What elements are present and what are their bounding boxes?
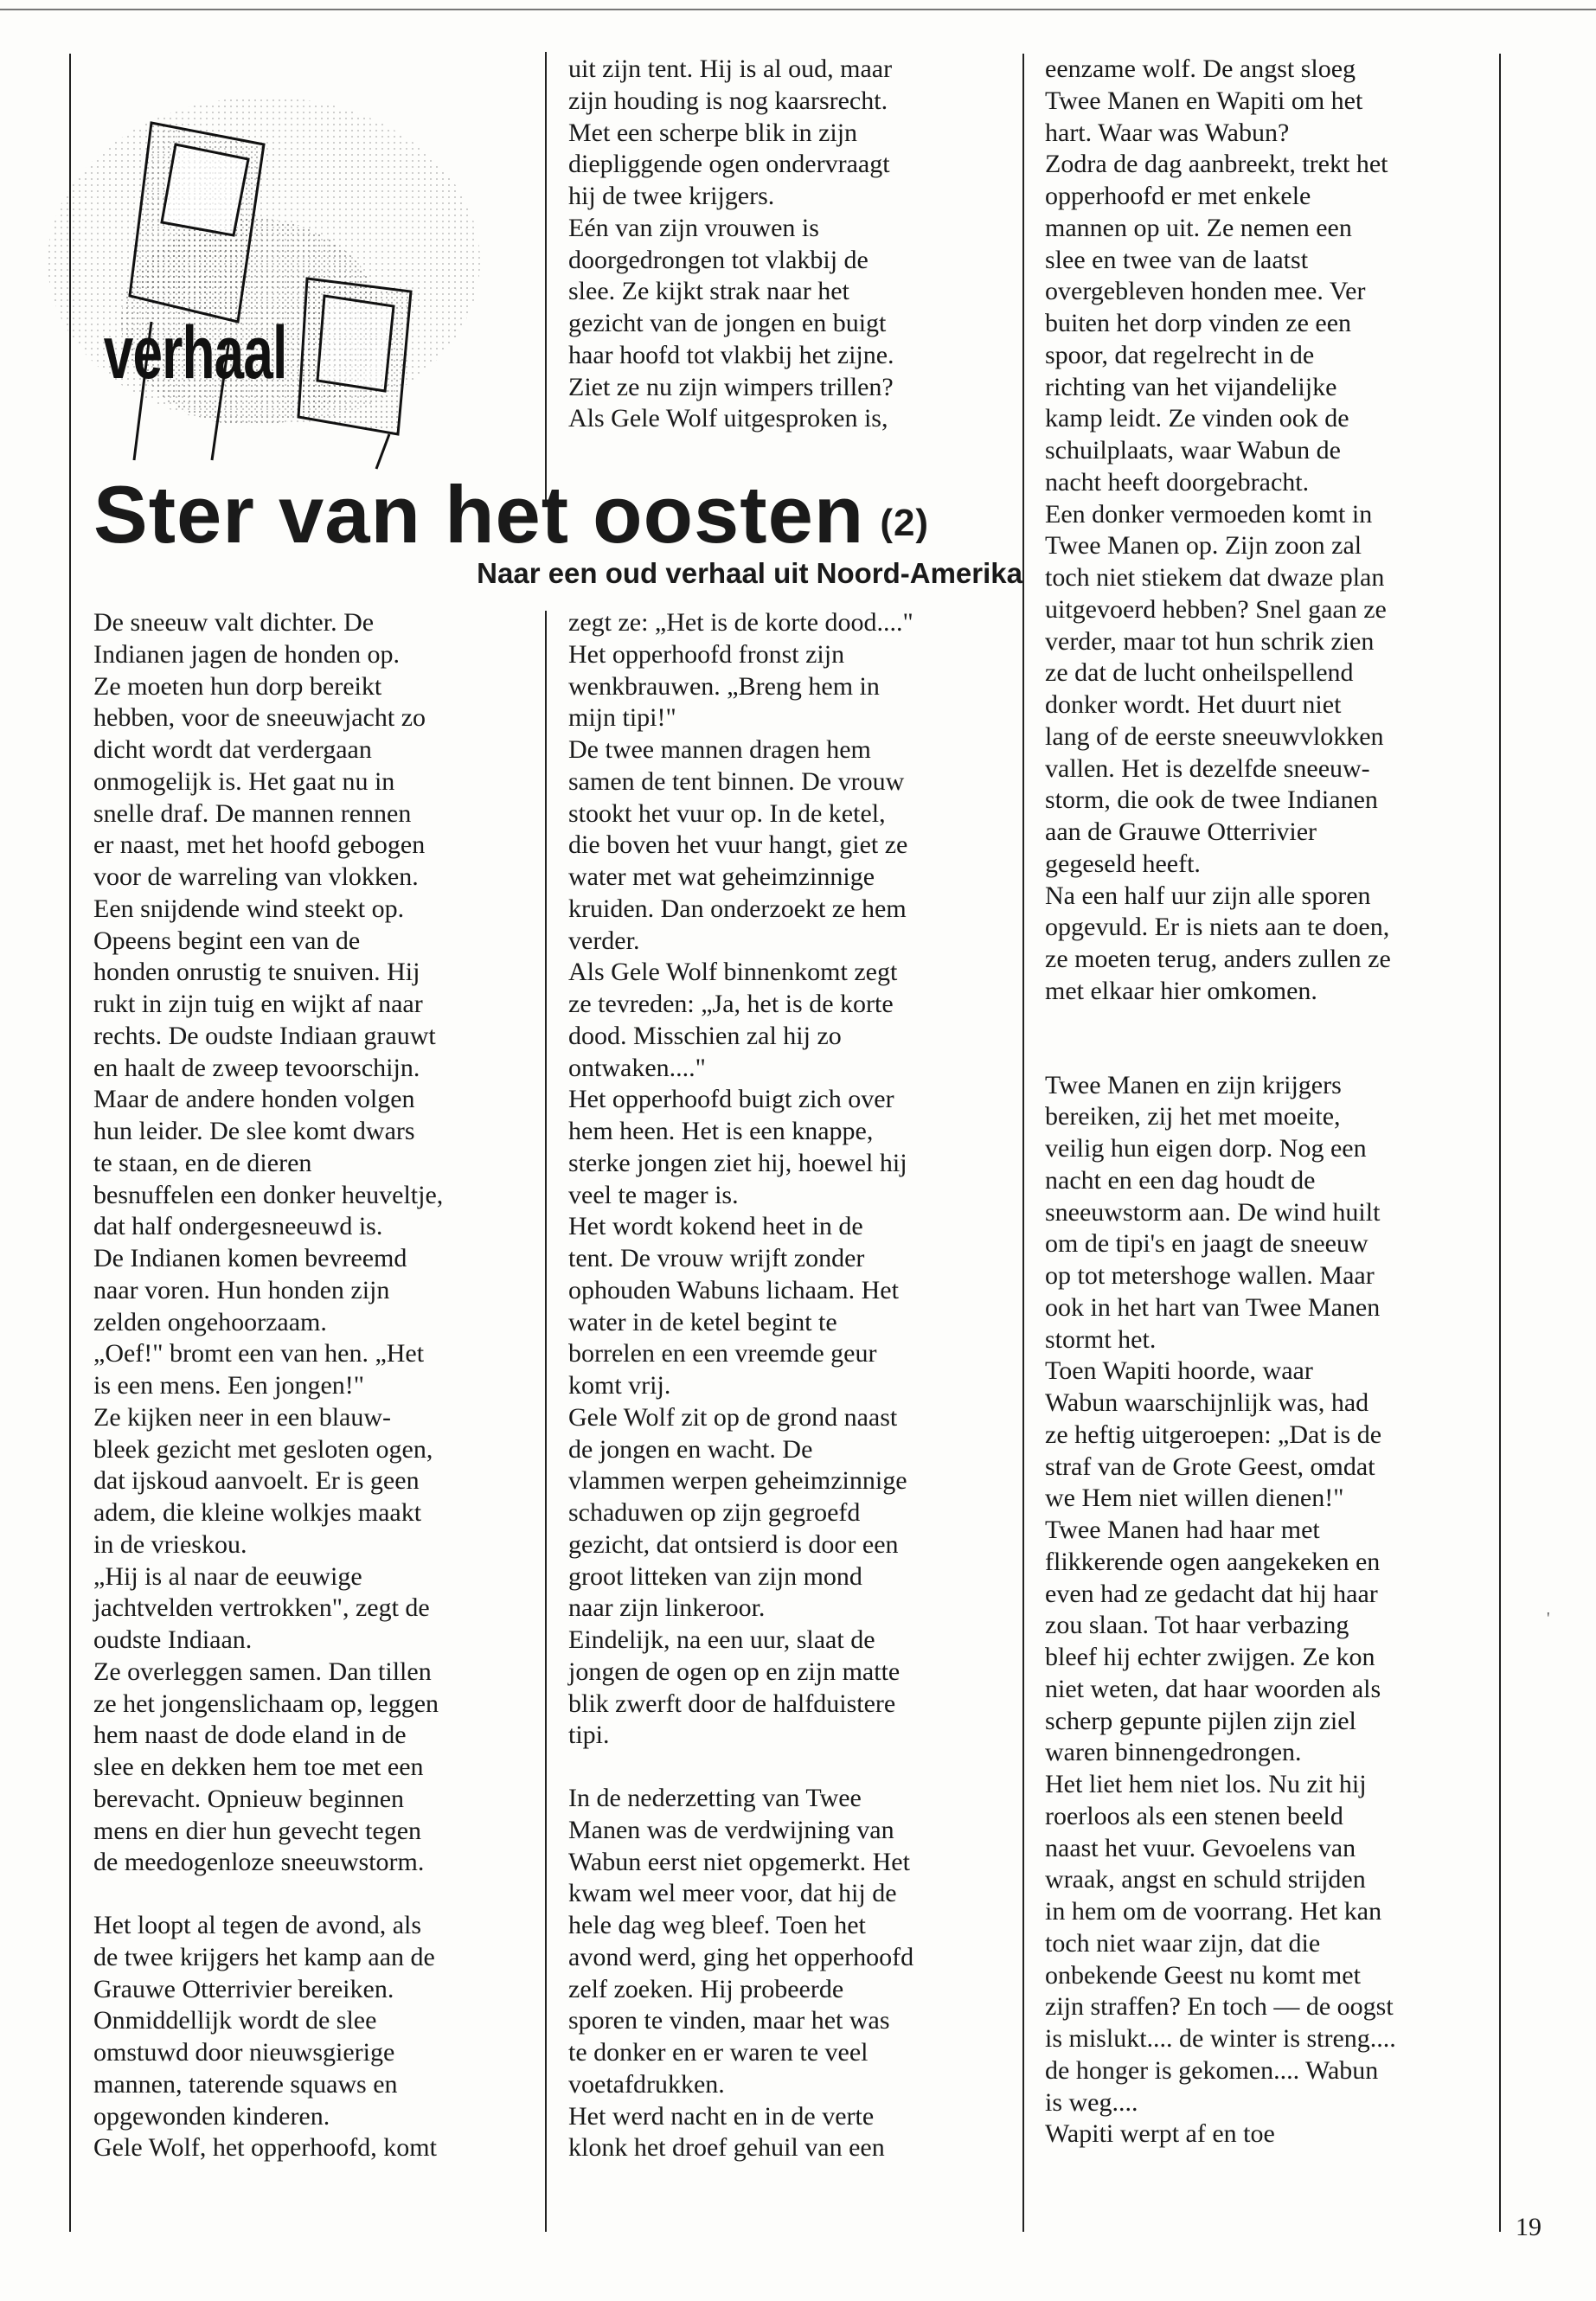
text-line: stormt het.	[1045, 1324, 1157, 1354]
text-line: Maar de andere honden volgen	[93, 1085, 415, 1114]
text-line: Ziet ze nu zijn wimpers trillen?	[568, 372, 894, 401]
text-line: rukt in zijn tuig en wijkt af naar	[93, 990, 423, 1018]
text-line: slee en dekken hem toe met een	[93, 1753, 424, 1781]
text-line: kruiden. Dan onderzoekt ze hem	[568, 894, 907, 923]
text-line: Gele Wolf, het opperhoofd, komt	[93, 2133, 437, 2163]
text-line: ze moeten terug, anders zullen ze	[1045, 945, 1391, 973]
page-number: 19	[1516, 2213, 1542, 2241]
text-line: roerloos als een stenen beeld	[1045, 1801, 1343, 1830]
text-line: sporen te vinden, maar het was	[568, 2006, 890, 2035]
text-line: vlammen werpen geheimzinnige	[568, 1466, 907, 1496]
text-line: spoor, dat regelrecht in de	[1045, 340, 1315, 369]
article-subtitle: Naar een oud verhaal uit Noord-Amerika	[477, 557, 1022, 589]
text-line: onmogelijk is. Het gaat nu in	[93, 766, 395, 796]
text-line: tipi.	[568, 1721, 610, 1750]
text-line: in de vrieskou.	[93, 1529, 247, 1559]
text-line: Het loopt al tegen de avond, als	[93, 1911, 422, 1939]
text-line: diepliggende ogen ondervraagt	[568, 150, 890, 179]
verhaal-logo-label: verhaal	[103, 310, 287, 394]
text-line: overgebleven honden mee. Ver	[1045, 277, 1366, 306]
text-line: Als Gele Wolf uitgesproken is,	[568, 404, 888, 433]
text-line: uit zijn tent. Hij is al oud, maar	[568, 54, 893, 83]
text-line: jachtvelden vertrokken", zegt de	[93, 1593, 430, 1623]
text-line: richting van het vijandelijke	[1045, 372, 1337, 401]
text-line: honden onrustig te snuiven. Hij	[93, 958, 420, 987]
text-line: in hem om de voorrang. Het kan	[1045, 1897, 1382, 1926]
text-line: schuilplaats, waar Wabun de	[1045, 436, 1341, 465]
text-line: opperhoofd er met enkele	[1045, 182, 1311, 210]
article-part: (2)	[880, 502, 930, 544]
text-line: die boven het vuur hangt, giet ze	[568, 830, 908, 860]
text-line: storm, die ook de twee Indianen	[1045, 785, 1378, 815]
text-line: Twee Manen had haar met	[1045, 1516, 1320, 1544]
text-line: borrelen en een vreemde geur	[568, 1339, 877, 1368]
text-line: dat half ondergesneeuwd is.	[93, 1212, 383, 1241]
paragraph-gap	[1045, 1008, 1503, 1039]
text-line: donker wordt. Het duurt niet	[1045, 690, 1342, 719]
text-line: vallen. Het is dezelfde sneeuw-	[1045, 753, 1370, 783]
text-line: de honger is gekomen.... Wabun	[1045, 2055, 1379, 2085]
text-line: zegt ze: „Het is de korte dood...."	[568, 608, 913, 637]
text-line: gezicht van de jongen en buigt	[568, 309, 887, 337]
text-line: te staan, en de dieren	[93, 1148, 312, 1177]
text-line: hele dag weg bleef. Toen het	[568, 1911, 866, 1939]
text-line: Twee Manen en zijn krijgers	[1045, 1070, 1342, 1099]
text-line: de meedogenloze sneeuwstorm.	[93, 1848, 425, 1877]
text-line: mijn tipi!"	[568, 703, 676, 733]
text-line: ontwaken...."	[568, 1053, 706, 1082]
top-rule	[0, 9, 1596, 10]
verhaal-logo	[48, 62, 532, 512]
text-line: hebben, voor de sneeuwjacht zo	[93, 703, 426, 733]
text-line: kamp leidt. Ze vinden ook de	[1045, 404, 1349, 433]
text-line: ook in het hart van Twee Manen	[1045, 1292, 1381, 1322]
text-line: Het wordt kokend heet in de	[568, 1212, 863, 1241]
paragraph-gap	[568, 1752, 1035, 1783]
text-line: waren binnengedrongen.	[1045, 1738, 1302, 1767]
text-line: op tot metershoge wallen. Maar	[1045, 1261, 1375, 1290]
text-line: water in de ketel begint te	[568, 1307, 837, 1336]
column-1	[93, 607, 543, 2164]
text-line: te donker en er waren te veel	[568, 2038, 869, 2067]
text-line: is een mens. Een jongen!"	[93, 1371, 364, 1400]
text-line: Opeens begint een van de	[93, 926, 361, 955]
text-line: Manen was de verdwijning van	[568, 1815, 894, 1844]
text-line: Ze kijken neer in een blauw-	[93, 1402, 392, 1432]
text-line: „Oef!" bromt een van hen. „Het	[93, 1339, 425, 1368]
text-line: Wabun eerst niet opgemerkt. Het	[568, 1847, 910, 1876]
text-line: nacht heeft doorgebracht.	[1045, 467, 1310, 497]
text-line: Grauwe Otterrivier bereiken.	[93, 1974, 394, 2003]
text-line: opgevuld. Er is niets aan te doen,	[1045, 913, 1390, 942]
stray-mark: '	[1547, 1609, 1550, 1628]
text-line: dicht wordt dat verdergaan	[93, 735, 372, 764]
text-line: ze het jongenslichaam op, leggen	[93, 1689, 439, 1718]
text-line: bleek gezicht met gesloten ogen,	[93, 1434, 433, 1464]
text-line: eenzame wolf. De angst sloeg	[1045, 54, 1356, 83]
text-line: stookt het vuur op. In de ketel,	[568, 798, 886, 828]
text-line: om de tipi's en jaagt de sneeuw	[1045, 1229, 1368, 1259]
text-line: mens en dier hun gevecht tegen	[93, 1816, 422, 1845]
text-line: naar voren. Hun honden zijn	[93, 1275, 390, 1304]
text-line: dood. Misschien zal hij zo	[568, 1021, 842, 1050]
column-2	[568, 607, 1035, 2164]
text-line: ophouden Wabuns lichaam. Het	[568, 1275, 899, 1304]
text-line: sneeuwstorm aan. De wind huilt	[1045, 1197, 1381, 1227]
text-line: veilig hun eigen dorp. Nog een	[1045, 1134, 1367, 1163]
text-line: ze dat de lucht onheilspellend	[1045, 658, 1354, 688]
text-line: „Hij is al naar de eeuwige	[93, 1561, 362, 1591]
text-line: gezicht, dat ontsierd is door een	[568, 1529, 899, 1559]
text-line: zelden ongehoorzaam.	[93, 1307, 327, 1336]
text-line: zou slaan. Tot haar verbazing	[1045, 1611, 1349, 1640]
text-line: haar hoofd tot vlakbij het zijne.	[568, 340, 894, 369]
text-line: wraak, angst en schuld strijden	[1045, 1865, 1366, 1894]
paragraph-gap	[1045, 1039, 1503, 1070]
text-line: bereiken, zij het met moeite,	[1045, 1102, 1341, 1131]
text-line: mannen, taterende squaws en	[93, 2069, 398, 2099]
text-line: we Hem niet willen dienen!"	[1045, 1484, 1344, 1513]
text-line: er naast, met het hoofd gebogen	[93, 830, 426, 860]
text-line: uitgevoerd hebben? Snel gaan ze	[1045, 594, 1387, 624]
text-line: Toen Wapiti hoorde, waar	[1045, 1356, 1313, 1386]
text-line: avond werd, ging het opperhoofd	[568, 1942, 914, 1971]
text-line: zijn houding is nog kaarsrecht.	[568, 86, 888, 115]
text-line: slee en twee van de laatst	[1045, 245, 1309, 274]
text-line: besnuffelen een donker heuveltje,	[93, 1180, 444, 1209]
column-rule-middle-lower	[545, 611, 547, 2232]
text-line: de twee krijgers het kamp aan de	[93, 1942, 435, 1971]
text-line: blik zwerft door de halfduistere	[568, 1689, 896, 1718]
text-line: Eindelijk, na een uur, slaat de	[568, 1625, 875, 1654]
text-line: wenkbrauwen. „Breng hem in	[568, 671, 880, 701]
text-line: Indianen jagen de honden op.	[93, 639, 401, 669]
text-line: niet weten, dat haar woorden als	[1045, 1674, 1381, 1703]
text-line: slee. Ze kijkt strak naar het	[568, 277, 849, 306]
text-line: Ze overleggen samen. Dan tillen	[93, 1657, 432, 1686]
text-line: is weg....	[1045, 2087, 1138, 2117]
text-line: Een donker vermoeden komt in	[1045, 499, 1373, 529]
column-2-top	[568, 54, 1035, 435]
text-line: Twee Manen en Wapiti om het	[1045, 86, 1363, 115]
text-line: Wabun waarschijnlijk was, had	[1045, 1388, 1369, 1417]
text-line: onbekende Geest nu komt met	[1045, 1960, 1361, 1990]
text-line: hij de twee krijgers.	[568, 182, 775, 210]
text-line: De Indianen komen bevreemd	[93, 1244, 407, 1272]
text-line: bleef hij echter zwijgen. Ze kon	[1045, 1643, 1375, 1671]
text-line: flikkerende ogen aangekeken en	[1045, 1547, 1381, 1576]
text-line: mannen op uit. Ze nemen een	[1045, 213, 1352, 242]
text-line: Het liet hem niet los. Nu zit hij	[1045, 1770, 1367, 1798]
text-line: toch niet waar zijn, dat die	[1045, 1928, 1321, 1958]
text-line: veel te mager is.	[568, 1180, 739, 1209]
text-line: Onmiddellijk wordt de slee	[93, 2006, 377, 2035]
text-line: jongen de ogen op en zijn matte	[568, 1657, 901, 1686]
text-line: is mislukt.... de winter is streng....	[1045, 2024, 1396, 2053]
text-line: berevacht. Opnieuw beginnen	[93, 1784, 405, 1813]
text-line: doorgedrongen tot vlakbij de	[568, 245, 869, 274]
text-line: naast het vuur. Gevoelens van	[1045, 1833, 1356, 1862]
text-line: Wapiti werpt af en toe	[1045, 2119, 1275, 2149]
text-line: komt vrij.	[568, 1371, 671, 1400]
text-line: klonk het droef gehuil van een	[568, 2133, 885, 2163]
text-line: zelf zoeken. Hij probeerde	[568, 1974, 844, 2003]
text-line: samen de tent binnen. De vrouw	[568, 766, 905, 796]
text-line: dat ijskoud aanvoelt. Er is geen	[93, 1466, 420, 1496]
text-line: Twee Manen op. Zijn zoon zal	[1045, 531, 1362, 561]
text-line: Zodra de dag aanbreekt, trekt het	[1045, 150, 1388, 179]
text-line: zijn straffen? En toch — de oogst	[1045, 1992, 1394, 2022]
text-line: oudste Indiaan.	[93, 1625, 253, 1654]
text-line: met elkaar hier omkomen.	[1045, 976, 1317, 1005]
text-line: Ze moeten hun dorp bereikt	[93, 671, 382, 701]
text-line: groot litteken van zijn mond	[568, 1561, 862, 1591]
text-line: schaduwen op zijn gegroefd	[568, 1498, 861, 1527]
text-line: verder.	[568, 926, 640, 955]
text-line: De twee mannen dragen hem	[568, 735, 871, 764]
text-line: sterke jongen ziet hij, hoewel hij	[568, 1148, 907, 1177]
text-line: De sneeuw valt dichter. De	[93, 608, 375, 637]
column-rule-middle	[545, 52, 547, 502]
text-line: kwam wel meer voor, dat hij de	[568, 1879, 897, 1908]
text-line: Gele Wolf zit op de grond naast	[568, 1402, 898, 1432]
text-line: Een snijdende wind steekt op.	[93, 894, 405, 923]
text-line: Het werd nacht en in de verte	[568, 2101, 875, 2131]
text-line: rechts. De oudste Indiaan grauwt	[93, 1021, 436, 1050]
text-line: straf van de Grote Geest, omdat	[1045, 1452, 1375, 1481]
text-line: gegeseld heeft.	[1045, 849, 1201, 878]
text-line: lang of de eerste sneeuwvlokken	[1045, 721, 1384, 751]
text-line: In de nederzetting van Twee	[568, 1784, 862, 1812]
article-title	[93, 469, 930, 560]
text-line: toch niet stiekem dat dwaze plan	[1045, 563, 1385, 592]
text-line: buiten het dorp vinden ze een	[1045, 309, 1352, 337]
text-line: en haalt de zweep tevoorschijn.	[93, 1053, 420, 1082]
text-line: even had ze gedacht dat hij haar	[1045, 1579, 1378, 1608]
text-line: Het opperhoofd fronst zijn	[568, 639, 845, 669]
text-line: omstuwd door nieuwsgierige	[93, 2038, 395, 2067]
text-line: de jongen en wacht. De	[568, 1434, 813, 1464]
text-line: scherp gepunte pijlen zijn ziel	[1045, 1706, 1356, 1735]
right-panel-shape	[298, 279, 411, 469]
text-line: aan de Grauwe Otterrivier	[1045, 817, 1317, 846]
text-line: Het opperhoofd buigt zich over	[568, 1085, 894, 1114]
text-line: Na een half uur zijn alle sporen	[1045, 881, 1371, 910]
text-line: Als Gele Wolf binnenkomt zegt	[568, 958, 898, 987]
text-line: Met een scherpe blik in zijn	[568, 118, 858, 147]
text-line: water met wat geheimzinnige	[568, 862, 875, 891]
article-title-text: Ster van het oosten	[93, 469, 865, 560]
paragraph-gap	[93, 1879, 543, 1910]
text-line: hun leider. De slee komt dwars	[93, 1117, 415, 1145]
text-line: hart. Waar was Wabun?	[1045, 118, 1290, 147]
text-line: hem naast de dode eland in de	[93, 1721, 407, 1750]
text-line: naar zijn linkeroor.	[568, 1593, 766, 1623]
text-line: voetafdrukken.	[568, 2069, 725, 2099]
text-line: opgewonden kinderen.	[93, 2101, 330, 2131]
text-line: hem heen. Het is een knappe,	[568, 1117, 874, 1145]
text-line: snelle draf. De mannen rennen	[93, 798, 412, 828]
text-line: tent. De vrouw wrijft zonder	[568, 1244, 865, 1272]
text-line: Eén van zijn vrouwen is	[568, 213, 819, 242]
text-line: verder, maar tot hun schrik zien	[1045, 626, 1375, 656]
text-line: ze heftig uitgeroepen: „Dat is de	[1045, 1420, 1382, 1449]
text-line: ze tevreden: „Ja, het is de korte	[568, 990, 894, 1018]
column-3	[1045, 54, 1503, 2150]
text-line: voor de warreling van vlokken.	[93, 862, 419, 891]
text-line: adem, die kleine wolkjes maakt	[93, 1498, 422, 1527]
text-line: nacht en een dag houdt de	[1045, 1165, 1316, 1195]
